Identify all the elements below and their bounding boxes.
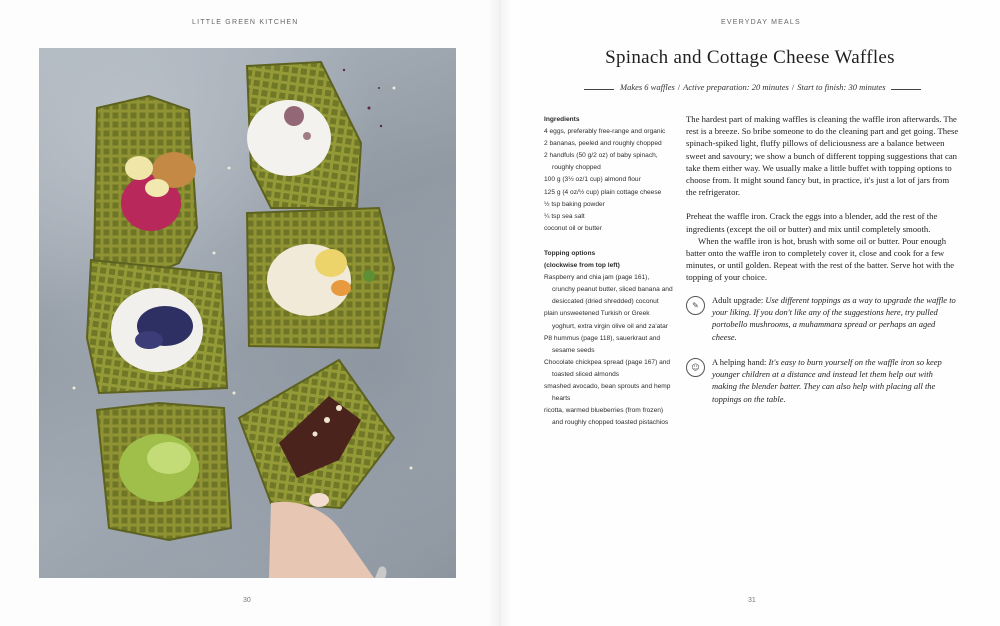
ingredient-item: 100 g (3½ oz/1 cup) almond flour: [544, 176, 641, 184]
helping-hand-badge-icon: ☺: [686, 358, 705, 377]
ingredient-item: 125 g (4 oz/½ cup) plain cottage cheese: [544, 188, 662, 196]
ingredient-item: 4 eggs, preferably free-range and organic: [544, 128, 666, 136]
topping-item: Chocolate chickpea spread (page 167) and toasted sliced almonds: [544, 358, 671, 378]
meta-separator: /: [677, 82, 681, 92]
topping-item: ricotta, warmed blueberries (from frozen) and roughly chopped toasted pistachios: [544, 407, 669, 427]
running-head-right: EVERYDAY MEALS: [721, 19, 801, 26]
ingredient-item: 2 handfuls (50 g/2 oz) of baby spinach, roughly chopped: [544, 152, 658, 172]
waffles-photo: [39, 48, 456, 578]
meta-separator: /: [791, 82, 795, 92]
method-text: [686, 113, 960, 284]
ingredients-column: [544, 114, 674, 429]
meta-active: Active preparation: 20 minutes: [683, 82, 789, 92]
book-gutter: [488, 0, 512, 626]
waffle-top-right: [247, 62, 361, 208]
topping-item: P8 hummus (page 118), sauerkraut and sesame seeds: [544, 334, 661, 354]
page-number-left: 30: [243, 597, 251, 604]
recipe-meta: [584, 82, 921, 96]
tip-body: [712, 294, 960, 343]
method-step-2: When the waffle iron is hot, brush with some oil or butter. Pour enough batter onto the waffle iron to completely cover it, close and cook for a few minutes, or until golden. Repeat with the rest of the batter. Serve hot with the topping of your choice.: [686, 235, 955, 283]
waffle-middle-right: [247, 208, 394, 348]
method-intro: The hardest part of making waffles is cleaning the waffle iron afterwards. The rest is a breeze. So bribe someone to do the cleaning part and get going. These spinach-spiked light, fluffy pillows of deliciousness are a balance between sweet and savoury; we show a bunch of different topping suggestions that can take them either way. We usually make a little buffet with topping options to choose from. It might sound fancy but, in practice, it's just a lot of jars from the refrigerator.: [686, 114, 959, 198]
topping-item: Raspberry and chia jam (page 161), crunchy peanut butter, sliced banana and desiccated (dried shredded) coconut: [544, 274, 673, 306]
ingredients-heading: Ingredients: [544, 116, 580, 123]
waffle-middle-left: [87, 260, 227, 393]
method-step-1: Preheat the waffle iron. Crack the eggs into a blender, add the rest of the ingredients (except the oil or butter) and mix until completely smooth.: [686, 211, 938, 234]
meta-rule-right: [891, 89, 921, 90]
topping-item: plain unsweetened Turkish or Greek yoghurt, extra virgin olive oil and za'atar: [544, 310, 668, 330]
upgrade-badge-icon: ✎: [686, 296, 705, 315]
waffle-bottom-right: [239, 360, 394, 508]
meta-makes: Makes 6 waffles: [620, 82, 675, 92]
meta-text: [620, 82, 885, 92]
ingredient-item: ½ tsp baking powder: [544, 200, 605, 208]
tip-text: Use different toppings as a way to upgrade the waffle to your liking. If you don't like any of the suggestions here, try pulled portobello mushrooms, a muhammara spread or perhaps an aged cheese.: [712, 295, 956, 342]
waffle-top-left: [94, 96, 197, 280]
tip-label: A helping hand:: [712, 357, 767, 367]
topping-item: smashed avocado, bean sprouts and hemp hearts: [544, 382, 671, 403]
running-head-left: LITTLE GREEN KITCHEN: [192, 19, 299, 26]
topping-heading: Topping options: [544, 249, 596, 257]
tip-label: Adult upgrade:: [712, 295, 764, 305]
ingredient-item: 2 bananas, peeled and roughly chopped: [544, 140, 662, 148]
ingredient-item: ¼ tsp sea salt: [544, 212, 585, 220]
page-number-right: 31: [748, 597, 756, 604]
recipe-title: Spinach and Cottage Cheese Waffles: [605, 47, 895, 68]
ingredient-item: coconut oil or butter: [544, 224, 602, 232]
tip-text: It's easy to burn yourself on the waffle iron so keep younger children at a distance and instead let them help out with making the blender batter. They can also help with placing all the toppings on the table.: [712, 357, 942, 404]
meta-total: Start to finish: 30 minutes: [797, 82, 886, 92]
waffle-bottom-left: [97, 403, 231, 540]
waffles-illustration: [39, 48, 456, 578]
meta-rule-left: [584, 89, 614, 90]
tip-body: [712, 356, 960, 405]
topping-subheading: (clockwise from top left): [544, 262, 620, 270]
